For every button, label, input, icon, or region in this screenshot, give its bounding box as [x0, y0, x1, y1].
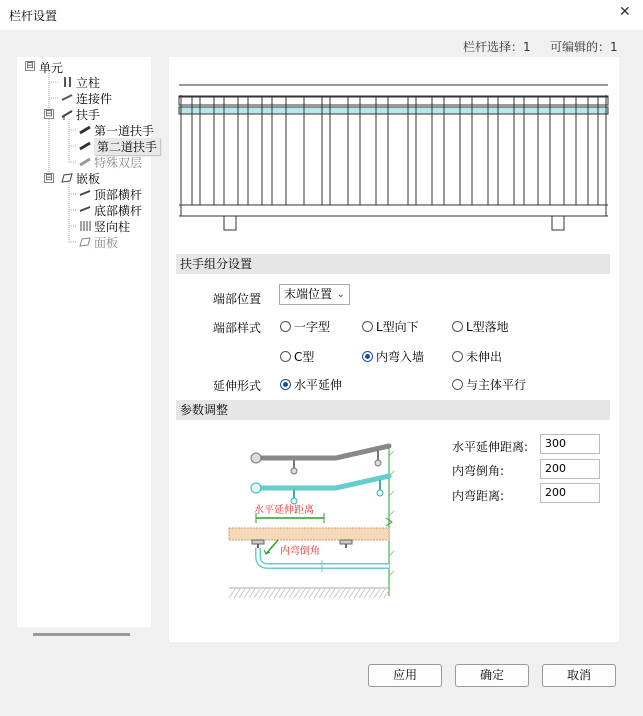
tree-node-connector[interactable]: 连接件	[76, 92, 113, 106]
tree-expander-panel[interactable]: ⊟	[45, 173, 53, 183]
tree-node-post[interactable]: 立柱	[76, 76, 101, 90]
tree-node-second-handrail[interactable]: 第二道扶手	[94, 138, 160, 155]
end-style-l-floor[interactable]	[452, 318, 509, 335]
handrail-settings-header: 扶手组分设置	[176, 254, 610, 274]
ground-hatch	[374, 589, 380, 598]
ground-hatch	[319, 589, 325, 598]
ground-hatch	[314, 589, 320, 598]
ground-hatch	[309, 589, 315, 598]
tree-expander-handrail[interactable]: ⊟	[45, 109, 53, 119]
params-header: 参数调整	[176, 400, 610, 420]
ground-hatch	[264, 589, 270, 598]
tree-node-handrail[interactable]: 扶手	[76, 108, 101, 122]
inner-chamfer-input[interactable]: 200	[540, 459, 600, 479]
end-style-straight-label: 一字型	[294, 320, 331, 334]
end-style-l-floor-label: L型落地	[466, 320, 509, 334]
tree-node-baluster[interactable]: 竖向柱	[94, 220, 131, 234]
ground-hatch	[334, 589, 340, 598]
tree-node-face-panel[interactable]: 面板	[94, 236, 119, 250]
railing-selected-count: 栏杆选择：1	[463, 40, 531, 54]
end-style-label: 端部样式	[213, 321, 262, 335]
ground-hatch	[364, 589, 370, 598]
ground-hatch	[234, 589, 240, 598]
inner-distance-field-label: 内弯距离:	[452, 489, 505, 503]
tree-node-bottom-rail[interactable]: 底部横杆	[94, 204, 143, 218]
chevron-down-icon: ⌄	[336, 289, 345, 300]
extension-distance-input[interactable]: 300	[540, 434, 600, 454]
end-style-wall-return-label: 内弯入墙	[376, 350, 425, 364]
panel-icon	[79, 236, 91, 246]
end-position-label: 端部位置	[213, 292, 262, 306]
end-style-none-label: 未伸出	[466, 350, 503, 364]
title-bar	[0, 0, 643, 30]
ground-hatch	[249, 589, 255, 598]
ground-hatch	[324, 589, 330, 598]
tree-node-infill[interactable]: 嵌板	[76, 172, 101, 186]
extension-label: 延伸形式	[213, 379, 262, 393]
inner-chamfer-field-label: 内弯倒角:	[452, 464, 505, 478]
end-style-c[interactable]	[280, 348, 314, 365]
end-style-wall-return[interactable]	[362, 348, 424, 365]
editable-count: 可编辑的：1	[550, 40, 618, 54]
handrail-icon	[79, 156, 91, 166]
end-position-select[interactable]	[279, 284, 350, 305]
cancel-button[interactable]: 取消	[542, 664, 616, 687]
tree-expander-root[interactable]: ⊟	[26, 61, 34, 71]
ground-hatch	[344, 589, 350, 598]
end-style-l-down[interactable]	[362, 318, 419, 335]
ground-hatch	[279, 589, 285, 598]
tree-node-special-double[interactable]: 特殊双层	[94, 156, 143, 170]
extension-parallel[interactable]	[452, 376, 526, 393]
ground-hatch	[274, 589, 280, 598]
ground-hatch	[304, 589, 310, 598]
post-icon	[61, 76, 73, 86]
bottom-rail-icon	[79, 204, 91, 214]
top-rail-icon	[79, 188, 91, 198]
ground-hatch	[269, 589, 275, 598]
ground-hatch	[229, 589, 235, 598]
close-icon[interactable]: ✕	[619, 4, 631, 20]
tree-node-top-rail[interactable]: 顶部横杆	[94, 188, 143, 202]
extension-distance-field-label: 水平延伸距离:	[452, 440, 529, 454]
apply-button[interactable]: 应用	[368, 664, 442, 687]
end-style-none[interactable]	[452, 348, 502, 365]
tree-node-first-handrail[interactable]: 第一道扶手	[94, 124, 155, 138]
tree-node-unit[interactable]: 单元	[39, 61, 64, 75]
ground-hatch	[239, 589, 245, 598]
baluster-icon	[79, 220, 91, 230]
end-style-c-label: C型	[294, 350, 315, 364]
ground-hatch	[289, 589, 295, 598]
end-position-value: 末端位置	[284, 287, 333, 301]
end-style-straight[interactable]	[280, 318, 330, 335]
ground-hatch	[244, 589, 250, 598]
railing-preview	[176, 80, 612, 235]
tree-scrollbar[interactable]	[33, 633, 130, 636]
handrail-icon	[79, 140, 91, 150]
end-style-l-down-label: L型向下	[376, 320, 419, 334]
window-title: 栏杆设置	[9, 9, 58, 23]
inner-chamfer-label: 内弯倒角	[280, 546, 320, 557]
ground-hatch	[259, 589, 265, 598]
ground-hatch	[254, 589, 260, 598]
ground-hatch	[379, 589, 385, 598]
inner-distance-input[interactable]: 200	[540, 483, 600, 503]
extension-horizontal[interactable]	[280, 376, 342, 393]
extension-horizontal-label: 水平延伸	[294, 378, 343, 392]
handrail-end-diagram	[226, 436, 396, 602]
ground-hatch	[354, 589, 360, 598]
extension-distance-label: 水平延伸距离	[254, 505, 314, 516]
ground-hatch	[329, 589, 335, 598]
connector-icon	[61, 92, 73, 102]
handrail-icon	[79, 124, 91, 134]
component-tree[interactable]	[17, 57, 158, 627]
ok-button[interactable]: 确定	[455, 664, 529, 687]
handrail-icon	[61, 108, 73, 118]
ground-hatch	[349, 589, 355, 598]
ground-hatch	[294, 589, 300, 598]
extension-parallel-label: 与主体平行	[466, 378, 527, 392]
ground-hatch	[299, 589, 305, 598]
ground-hatch	[369, 589, 375, 598]
panel-icon	[61, 172, 73, 182]
ground-hatch	[359, 589, 365, 598]
ground-hatch	[284, 589, 290, 598]
ground-hatch	[339, 589, 345, 598]
